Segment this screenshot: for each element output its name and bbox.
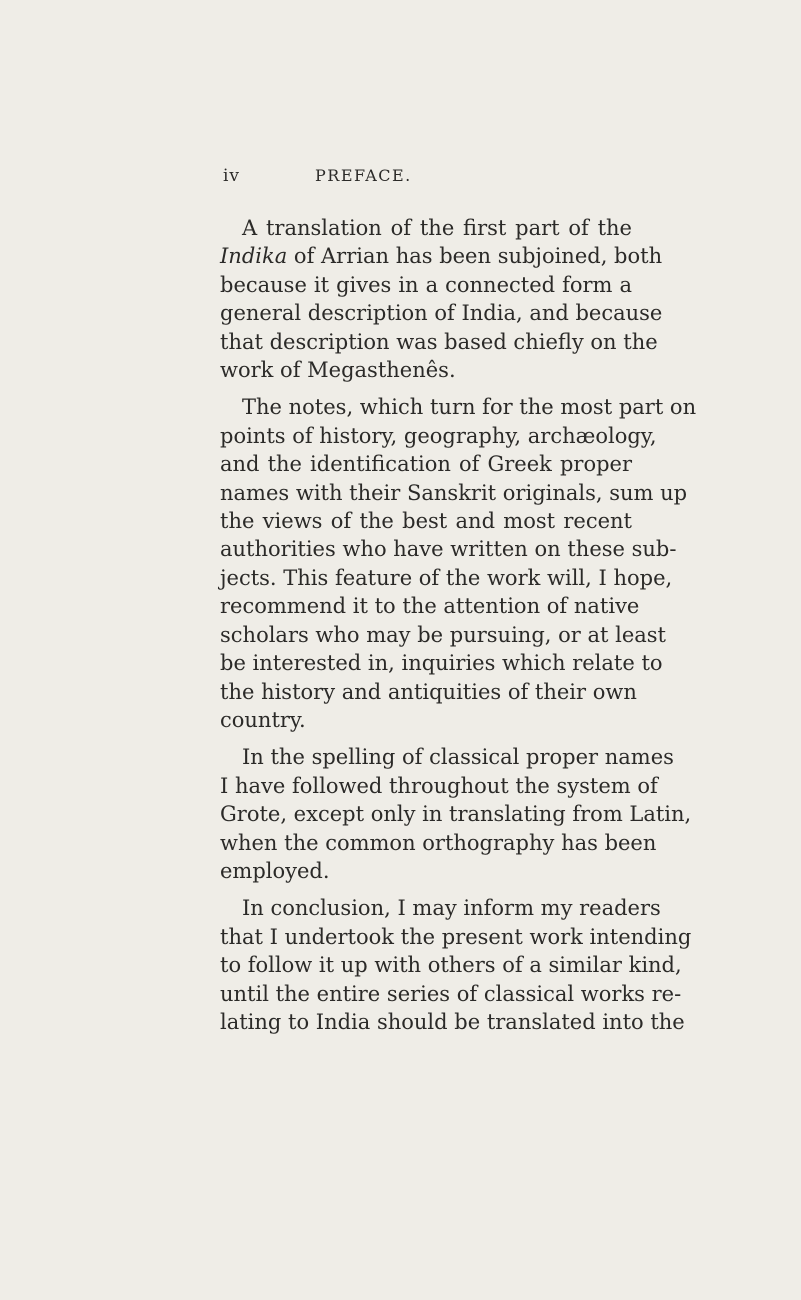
text-line: and the identification of Greek proper bbox=[220, 452, 632, 477]
running-head: PREFACE. bbox=[315, 166, 412, 185]
paragraph-3 bbox=[220, 743, 692, 885]
text-line: country. bbox=[220, 707, 306, 732]
text-line: The notes, which turn for the most part on bbox=[242, 395, 697, 420]
text-line: the views of the best and most recent bbox=[220, 509, 632, 534]
text-line: A translation of the first part of the bbox=[242, 216, 632, 240]
text-line: that I undertook the present work intending bbox=[220, 924, 692, 949]
text-line: until the entire series of classical works re- bbox=[220, 981, 682, 1006]
text-line: I have followed throughout the system of bbox=[220, 773, 658, 798]
italic-title: Indika bbox=[220, 244, 288, 269]
text-line: names with their Sanskrit originals, sum up bbox=[220, 480, 688, 505]
body-text bbox=[220, 214, 697, 1036]
text-line: that description was based chiefly on the bbox=[220, 329, 658, 354]
text-line: be interested in, inquiries which relate to bbox=[220, 651, 663, 676]
text-line: jects. This feature of the work will, I hope, bbox=[220, 565, 673, 590]
text-line: because it gives in a connected form a bbox=[220, 272, 632, 297]
text-line: lating to India should be translated into the bbox=[220, 1009, 685, 1034]
paragraph-4 bbox=[220, 894, 692, 1036]
text-line: the history and antiquities of their own bbox=[220, 679, 637, 704]
paragraph-2 bbox=[220, 393, 697, 734]
text-line: In the spelling of classical proper names bbox=[242, 745, 674, 770]
text-line: Grote, except only in translating from Latin, bbox=[220, 802, 692, 827]
page-header bbox=[223, 166, 623, 196]
page-number: iv bbox=[223, 166, 241, 186]
text-line: points of history, geography, archæology, bbox=[220, 423, 657, 448]
text-line: to follow it up with others of a similar kind, bbox=[220, 953, 682, 978]
text-line: employed. bbox=[220, 858, 330, 883]
paragraph-1 bbox=[220, 214, 663, 384]
text-line: scholars who may be pursuing, or at least bbox=[220, 622, 666, 647]
text-line: In conclusion, I may inform my readers bbox=[242, 896, 661, 921]
text-line: authorities who have written on these sub- bbox=[220, 537, 677, 562]
text-line: recommend it to the attention of native bbox=[220, 594, 640, 619]
text-line-rest: of Arrian has been subjoined, both bbox=[293, 244, 663, 269]
text-line bbox=[220, 242, 663, 270]
text-line: work of Megasthenês. bbox=[220, 358, 456, 383]
text-line: when the common orthography has been bbox=[220, 830, 657, 855]
text-line: general description of India, and because bbox=[220, 301, 663, 326]
